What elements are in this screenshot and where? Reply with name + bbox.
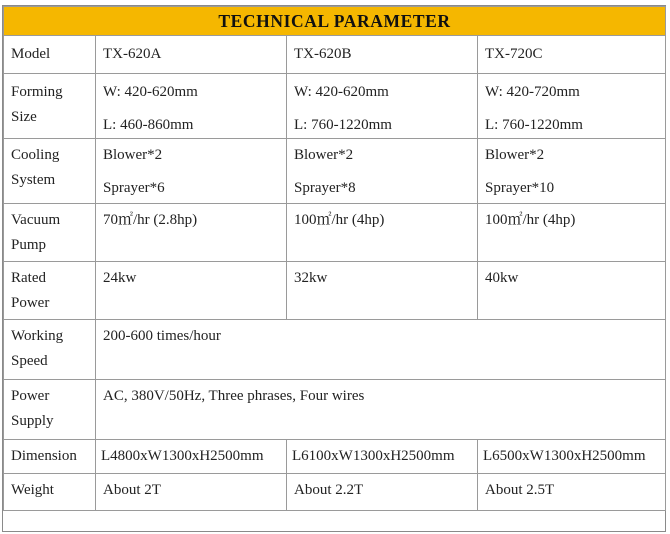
dimension-value-b: L6100xW1300xH2500mm <box>287 440 478 474</box>
rated-power-value-b: 32kw <box>287 262 478 320</box>
forming-size-value-b: W: 420-620mm L: 760-1220mm <box>287 74 478 139</box>
table-row-vacuum-pump <box>4 204 666 262</box>
vacuum-pump-value-c: 100㎡/hr (4hp) <box>478 204 666 262</box>
technical-parameter-table-frame <box>2 5 666 532</box>
cooling-system-value-a: Blower*2 Sprayer*6 <box>96 139 287 204</box>
row-label-working-speed: Working Speed <box>4 320 96 380</box>
forming-size-value-c: W: 420-720mm L: 760-1220mm <box>478 74 666 139</box>
title-row <box>4 7 666 36</box>
row-label-rated-power: Rated Power <box>4 262 96 320</box>
working-speed-value: 200-600 times/hour <box>96 320 666 380</box>
table-row-weight <box>4 474 666 511</box>
row-label-vacuum-pump: Vacuum Pump <box>4 204 96 262</box>
weight-value-b: About 2.2T <box>287 474 478 511</box>
row-label-weight: Weight <box>4 474 96 511</box>
table-row-working-speed <box>4 320 666 380</box>
vacuum-pump-value-b: 100㎡/hr (4hp) <box>287 204 478 262</box>
weight-value-c: About 2.5T <box>478 474 666 511</box>
rated-power-value-a: 24kw <box>96 262 287 320</box>
row-label-dimension: Dimension <box>4 440 96 474</box>
power-supply-value: AC, 380V/50Hz, Three phrases, Four wires <box>96 380 666 440</box>
table-row-rated-power <box>4 262 666 320</box>
rated-power-value-c: 40kw <box>478 262 666 320</box>
table-row-dimension <box>4 440 666 474</box>
vacuum-pump-value-a: 70㎡/hr (2.8hp) <box>96 204 287 262</box>
row-label-power-supply: Power Supply <box>4 380 96 440</box>
table-row-power-supply <box>4 380 666 440</box>
row-label-model: Model <box>4 36 96 74</box>
technical-parameter-table <box>3 6 666 511</box>
forming-size-value-a: W: 420-620mm L: 460-860mm <box>96 74 287 139</box>
model-value-c: TX-720C <box>478 36 666 74</box>
row-label-cooling-system: Cooling System <box>4 139 96 204</box>
dimension-value-a: L4800xW1300xH2500mm <box>96 440 287 474</box>
row-label-forming-size: Forming Size <box>4 74 96 139</box>
dimension-value-c: L6500xW1300xH2500mm <box>478 440 666 474</box>
table-title: TECHNICAL PARAMETER <box>4 7 666 36</box>
table-row-model <box>4 36 666 74</box>
model-value-a: TX-620A <box>96 36 287 74</box>
cooling-system-value-c: Blower*2 Sprayer*10 <box>478 139 666 204</box>
weight-value-a: About 2T <box>96 474 287 511</box>
table-row-forming-size <box>4 74 666 139</box>
table-row-cooling-system <box>4 139 666 204</box>
model-value-b: TX-620B <box>287 36 478 74</box>
cooling-system-value-b: Blower*2 Sprayer*8 <box>287 139 478 204</box>
